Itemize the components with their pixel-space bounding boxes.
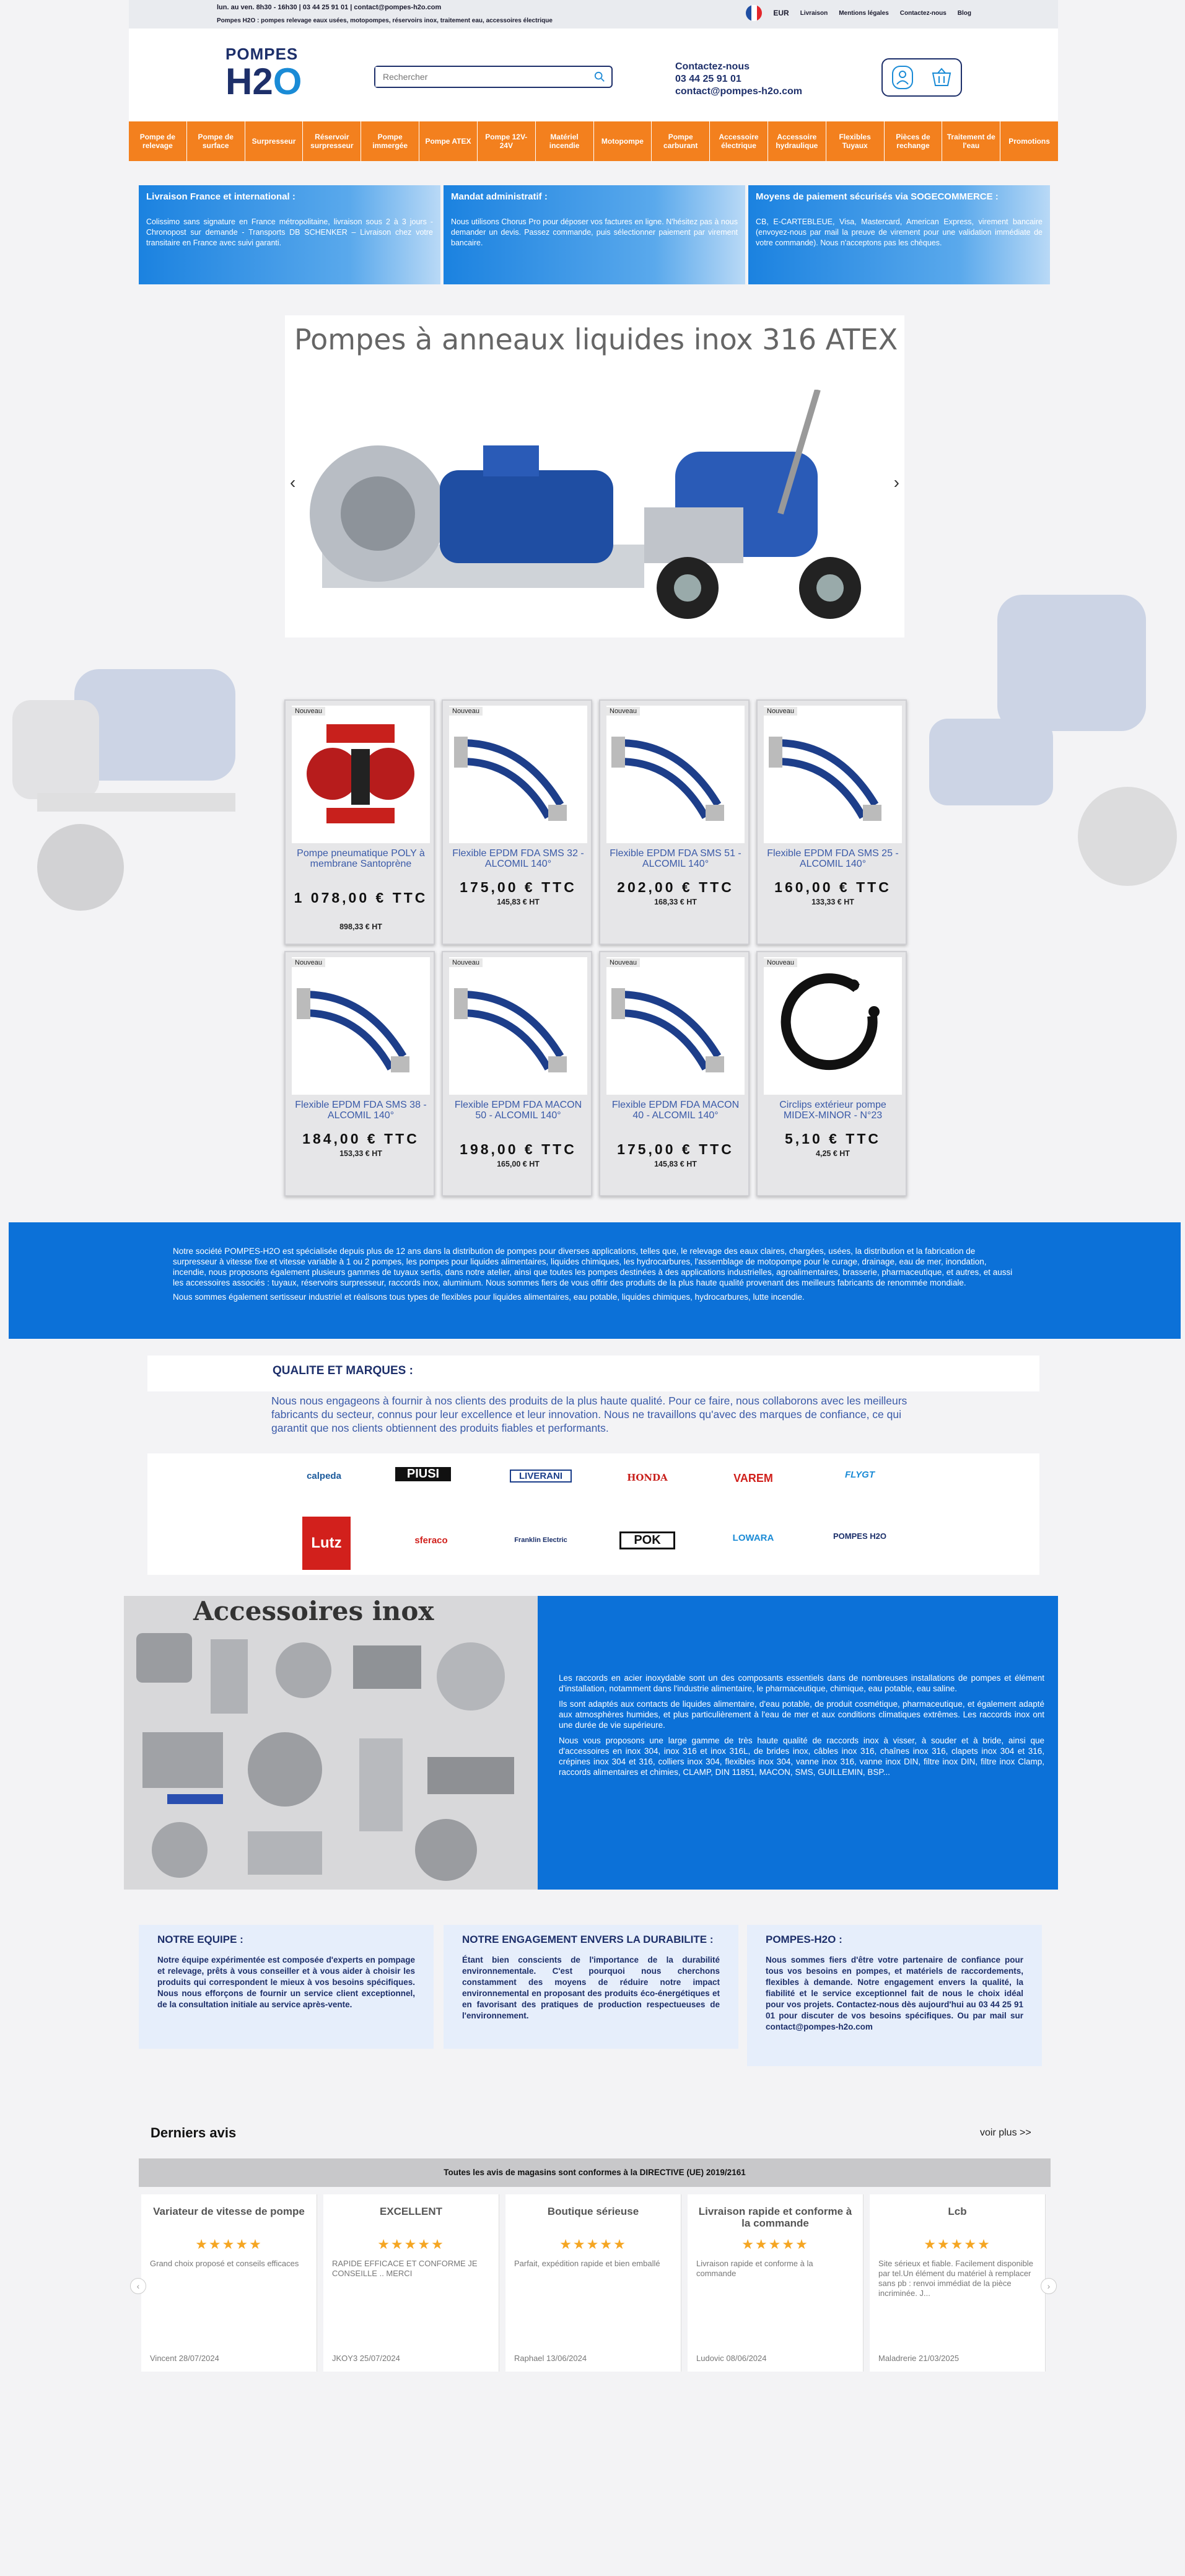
new-badge: Nouveau bbox=[292, 707, 325, 716]
box-durabilite: NOTRE ENGAGEMENT ENVERS LA DURABILITE : Étant bien conscients de l'importance de la durabilité environnementale. C'est pourquoi nous cherchons constamment des moyens de réduire notre impact environnemental en proposant des produits éco-énergétiques et en favorisant des pratiques de production respectueuses de l'environnement. bbox=[444, 1925, 738, 2049]
star-rating-icon: ★★★★★ bbox=[559, 2236, 627, 2252]
product-price: 198,00 € TTC bbox=[460, 1141, 577, 1157]
flexible-hose-icon bbox=[764, 706, 902, 843]
product-price-ht: 145,83 € HT bbox=[654, 1160, 697, 1168]
nav-pieces-rechange[interactable]: Pièces de rechange bbox=[885, 121, 943, 161]
reviews-directive-banner: Toutes les avis de magasins sont conformes à la DIRECTIVE (UE) 2019/2161 bbox=[139, 2158, 1051, 2187]
product-name[interactable]: Flexible EPDM FDA MACON 50 - ALCOMIL 140° bbox=[454, 1100, 582, 1121]
new-badge: Nouveau bbox=[764, 707, 797, 716]
star-rating-icon: ★★★★★ bbox=[924, 2236, 991, 2252]
currency-selector[interactable]: EUR bbox=[773, 9, 789, 17]
brand-logo-calpeda[interactable]: calpeda bbox=[307, 1471, 341, 1481]
box-pompes-h2o: POMPES-H2O : Nous sommes fiers d'être votre partenaire de confiance pour tous vos besoins en pompes, et matériels de raccordements, flexibles à demande. Notre engagement envers la qualité, la fiabilité et le service exceptionnel fait de nous le choix idéal pour vos projets. Contactez-nous dès aujourd'hui au 03 44 25 91 01 pour discuter de vos besoins spécifiques. Ou par mail sur contact@pompes-h2o.com bbox=[747, 1925, 1042, 2066]
product-card[interactable] bbox=[599, 951, 750, 1196]
new-badge: Nouveau bbox=[292, 958, 325, 967]
header-contact: Contactez-nous 03 44 25 91 01 contact@pompes-h2o.com bbox=[675, 61, 802, 97]
accessoires-title: Accessoires inox bbox=[193, 1596, 434, 1626]
product-card[interactable] bbox=[756, 699, 907, 945]
product-price-ht: 153,33 € HT bbox=[339, 1149, 382, 1158]
circlip-icon bbox=[764, 957, 902, 1095]
brand-logo-piusi[interactable]: PIUSI bbox=[395, 1467, 451, 1481]
link-livraison[interactable]: Livraison bbox=[800, 9, 828, 17]
nav-flexibles[interactable]: Flexibles Tuyaux bbox=[826, 121, 885, 161]
flexible-hose-icon bbox=[606, 706, 745, 843]
accessoires-image[interactable] bbox=[124, 1596, 538, 1890]
product-image[interactable] bbox=[606, 957, 745, 1095]
new-badge: Nouveau bbox=[606, 958, 640, 967]
product-name[interactable]: Circlips extérieur pompe MIDEX-MINOR - N°23 bbox=[779, 1100, 886, 1121]
product-price-ht: 145,83 € HT bbox=[497, 898, 540, 906]
link-mentions[interactable]: Mentions légales bbox=[839, 9, 889, 17]
review-card: Boutique sérieuse ★★★★★ Parfait, expédition rapide et bien emballé Raphael 13/06/2024 bbox=[505, 2194, 681, 2372]
product-price: 184,00 € TTC bbox=[302, 1131, 419, 1147]
flexible-hose-icon bbox=[606, 957, 745, 1095]
product-name[interactable]: Flexible EPDM FDA SMS 25 - ALCOMIL 140° bbox=[767, 848, 899, 869]
new-badge: Nouveau bbox=[449, 707, 483, 716]
nav-accessoire-hydraulique[interactable]: Accessoire hydraulique bbox=[768, 121, 826, 161]
search-box bbox=[374, 66, 613, 88]
star-rating-icon: ★★★★★ bbox=[741, 2236, 809, 2252]
brand-logo-pok[interactable]: POK bbox=[619, 1531, 675, 1549]
about-text: Notre société POMPES-H2O est spécialisée depuis plus de 12 ans dans la distribution de pompes pour diverses applications, telles que, le relevage des eaux claires, chargées, usées, la distribution et la fabrication de surpresseur à vitesse fixe et vitesse variable à 1 ou 2 pompes, les pompes pour liquides alimentaires, liquides chimiques, les hydrocarbures, l'assemblage de motopompe pour le curage, drainage, eau de mer, inondation, incendie, nous proposons également plusieurs gammes de tuyaux sertis, dans notre atelier, ainsi que toutes les pompes destinées à des applications industrielles, agroalimentaires, brasserie, pharmaceutique, et autres, et aussi les accessoires associés : tuyaux, réservoirs surpresseur, raccords inox, aluminium. Nous sommes fiers de vous offrir des produits de la plus haute qualité provenant des meilleurs fabricants de renommée mondiale. bbox=[173, 1246, 1013, 1287]
new-badge: Nouveau bbox=[606, 707, 640, 716]
product-image[interactable] bbox=[606, 706, 745, 843]
product-price: 1 078,00 € TTC bbox=[294, 890, 428, 906]
nav-pompe-atex[interactable]: Pompe ATEX bbox=[419, 121, 478, 161]
product-card[interactable] bbox=[284, 699, 435, 945]
search-input[interactable] bbox=[375, 67, 580, 87]
about-section bbox=[9, 1222, 1181, 1339]
review-card: EXCELLENT ★★★★★ RAPIDE EFFICACE ET CONFORME JE CONSEILLE .. MERCI JKOY3 25/07/2024 bbox=[323, 2194, 499, 2372]
product-image[interactable] bbox=[764, 957, 902, 1095]
flexible-hose-icon bbox=[449, 957, 587, 1095]
background-pump-image-right bbox=[904, 545, 1185, 917]
nav-motopompe[interactable]: Motopompe bbox=[594, 121, 652, 161]
product-image[interactable] bbox=[764, 706, 902, 843]
brand-logo-pompes-h2o[interactable]: POMPES H2O bbox=[833, 1531, 886, 1541]
nav-pompe-carburant[interactable]: Pompe carburant bbox=[652, 121, 710, 161]
nav-traitement-eau[interactable]: Traitement de l'eau bbox=[942, 121, 1000, 161]
product-card[interactable] bbox=[284, 951, 435, 1196]
accessoires-text: Les raccords en acier inoxydable sont un des composants essentiels dans de nombreuses installations de pompes et élément d'installation, notamment dans l'industrie alimentaire, le pharmaceutique, chimique, eau potable, eau saline. Ils sont adaptés aux contacts de liquides alimentaire, d'eau potable, de produit cosmétique, pharmaceutique, et également adapté aux atmosphères humides, et plus particulièrement à l'eau de mer et aux conditions climatiques extrêmes. Les raccords inox ont une durée de vie supérieure. Nous vous proposons une large gamme de très haute qualité de raccords inox à visser, à souder et à bride, ainsi que d'accessoires en inox 304, inox 316 et inox 316L, de brides inox, câbles inox 316, chaînes inox 316, clapets inox 304 et 316, crépines inox 304 et 316, colliers inox 304, flexibles inox 304, vanne inox 316, vanne inox DIN, filtre inox DIN, filtre inox Clamp, raccords alimentaires et chimies, CLAMP, DIN 11851, MACON, SMS, GUILLEMIN, BSP... bbox=[559, 1673, 1044, 1777]
product-price-ht: 165,00 € HT bbox=[497, 1160, 540, 1168]
nav-pompe-12v[interactable]: Pompe 12V-24V bbox=[478, 121, 536, 161]
cart-icon[interactable] bbox=[930, 67, 953, 88]
about-text-2: Nous sommes également sertisseur industriel et réalisons tous types de flexibles pour liquides alimentaires, eau potable, liquides chimiques, hydrocarbures, lutte incendie. bbox=[173, 1292, 805, 1302]
product-image[interactable] bbox=[292, 706, 430, 843]
info-mandat: Mandat administratif : Nous utilisons Chorus Pro pour déposer vos factures en ligne. N'hésitez pas à nous demander un devis. Passez commande, puis sélectionner paiement par virement bancaire. bbox=[444, 185, 745, 284]
product-price: 175,00 € TTC bbox=[617, 1141, 734, 1157]
info-paiement: Moyens de paiement sécurisés via SOGECOMMERCE : CB, E-CARTEBLEUE, Visa, Mastercard, American Express, virement bancaire (envoyez-nous par mail la preuve de virement pour une validation immédiate de votre commande). Nous n'acceptons pas les chèques. bbox=[748, 185, 1050, 284]
link-contact[interactable]: Contactez-nous bbox=[899, 9, 947, 17]
review-card: Variateur de vitesse de pompe ★★★★★ Grand choix proposé et conseils efficaces Vincent 28/07/2024 bbox=[141, 2194, 317, 2372]
product-price-ht: 898,33 € HT bbox=[339, 922, 382, 931]
product-name[interactable]: Flexible EPDM FDA SMS 51 - ALCOMIL 140° bbox=[610, 848, 741, 869]
new-badge: Nouveau bbox=[764, 958, 797, 967]
product-name[interactable]: Pompe pneumatique POLY à membrane Santoprène bbox=[297, 848, 425, 869]
quality-text: Nous nous engageons à fournir à nos clients des produits de la plus haute qualité. Pour ce faire, nous collaborons avec les meilleurs fabricants du secteur, connus pour leur excellence et leur innovation. Nous ne travaillons qu'avec des marques de confiance, ce qui garantit que nos clients obtiennent des produits fiables et performants. bbox=[271, 1395, 907, 1434]
slider-prev-arrow[interactable]: ‹ bbox=[290, 473, 296, 492]
product-price-ht: 4,25 € HT bbox=[816, 1149, 850, 1158]
site-tagline: Pompes H2O : pompes relevage eaux usées, motopompes, réservoirs inox, traitement eau, accessoires électrique bbox=[217, 17, 553, 24]
reviews-see-more-link[interactable]: voir plus >> bbox=[980, 2127, 1031, 2138]
product-image[interactable] bbox=[449, 957, 587, 1095]
diaphragm-pump-icon bbox=[292, 706, 430, 843]
nav-materiel-incendie[interactable]: Matériel incendie bbox=[536, 121, 594, 161]
product-price: 5,10 € TTC bbox=[784, 1131, 881, 1147]
header bbox=[129, 28, 1058, 121]
nav-pompe-relevage[interactable]: Pompe de relevage bbox=[129, 121, 187, 161]
brand-logo-liverani[interactable]: LIVERANI bbox=[510, 1470, 572, 1483]
nav-promotions[interactable]: Promotions bbox=[1008, 137, 1050, 146]
star-rating-icon: ★★★★★ bbox=[377, 2236, 445, 2252]
product-price: 175,00 € TTC bbox=[460, 879, 577, 895]
top-links bbox=[746, 5, 971, 21]
brand-logo-franklin[interactable]: Franklin Electric bbox=[514, 1536, 567, 1544]
brand-logos bbox=[147, 1453, 1039, 1575]
brand-logo-sferaco[interactable]: sferaco bbox=[414, 1535, 448, 1546]
product-price: 202,00 € TTC bbox=[617, 879, 734, 895]
product-name[interactable]: Flexible EPDM FDA SMS 32 - ALCOMIL 140° bbox=[452, 848, 584, 869]
brand-logo-honda[interactable]: HONDA bbox=[627, 1472, 668, 1483]
contact-phone[interactable]: 03 44 25 91 01 bbox=[675, 74, 741, 84]
site-logo[interactable]: POMPES H2O bbox=[225, 45, 302, 102]
flexible-hose-icon bbox=[449, 706, 587, 843]
hero-slider[interactable] bbox=[285, 315, 904, 637]
info-livraison: Livraison France et international : Colissimo sans signature en France métropolitaine, livraison sous 2 à 3 jours - Chronopost sur demande - Transports DB SCHENKER – Livraison chez votre transitaire en France avec suivi garanti. bbox=[139, 185, 440, 284]
search-icon[interactable] bbox=[594, 71, 605, 82]
stainless-fittings-image bbox=[124, 1596, 538, 1890]
flexible-hose-icon bbox=[292, 957, 430, 1095]
nav-accessoire-electrique[interactable]: Accessoire électrique bbox=[710, 121, 768, 161]
product-card[interactable] bbox=[442, 951, 592, 1196]
contact-email[interactable]: contact@pompes-h2o.com bbox=[675, 86, 802, 97]
background-pump-image bbox=[0, 607, 273, 954]
nav-surpresseur[interactable]: Surpresseur bbox=[245, 121, 304, 161]
slider-next-arrow[interactable]: › bbox=[893, 473, 899, 492]
nav-reservoir[interactable]: Réservoir surpresseur bbox=[303, 121, 361, 161]
slider-title: Pompes à anneaux liquides inox 316 ATEX bbox=[294, 323, 898, 356]
brand-logo-lowara[interactable]: LOWARA bbox=[732, 1533, 774, 1543]
product-card[interactable] bbox=[442, 699, 592, 945]
review-card: Lcb ★★★★★ Site sérieux et fiable. Facilement disponible par tel.Un élément du matériel à remplacer sans pb : renvoi immédiat de la pièce incriminée. J... Maladrerie 21/03/2025 bbox=[870, 2194, 1046, 2372]
star-rating-icon: ★★★★★ bbox=[195, 2236, 263, 2252]
product-image[interactable] bbox=[292, 957, 430, 1095]
brand-logo-varem[interactable]: VAREM bbox=[733, 1472, 773, 1484]
pump-product-image bbox=[297, 390, 892, 631]
product-card[interactable] bbox=[599, 699, 750, 945]
product-card[interactable] bbox=[756, 951, 907, 1196]
product-price-ht: 168,33 € HT bbox=[654, 898, 697, 906]
product-price-ht: 133,33 € HT bbox=[811, 898, 854, 906]
product-name[interactable]: Flexible EPDM FDA MACON 40 - ALCOMIL 140° bbox=[611, 1100, 740, 1121]
top-bar bbox=[129, 0, 1058, 28]
main-nav bbox=[129, 121, 1058, 161]
opening-hours: lun. au ven. 8h30 - 16h30 | 03 44 25 91 01 | contact@pompes-h2o.com bbox=[217, 4, 442, 11]
box-equipe: NOTRE EQUIPE : Notre équipe expérimentée est composée d'experts en pompage et relevage, prêts à vous conseiller et à vous aider à choisir les produits qui correspondent le mieux à vos besoins spécifiques. Nous nous efforçons de fournir un service client exceptionnel, de la consultation initiale au service après-vente. bbox=[139, 1925, 434, 2049]
new-badge: Nouveau bbox=[449, 958, 483, 967]
product-price: 160,00 € TTC bbox=[774, 879, 891, 895]
reviews-next-icon[interactable]: › bbox=[1041, 2278, 1057, 2294]
reviews-title: Derniers avis bbox=[151, 2125, 237, 2140]
quality-title: QUALITE ET MARQUES : bbox=[273, 1364, 413, 1377]
review-card: Livraison rapide et conforme à la commande ★★★★★ Livraison rapide et conforme à la commande Ludovic 08/06/2024 bbox=[688, 2194, 864, 2372]
reviews-prev-icon[interactable]: ‹ bbox=[130, 2278, 146, 2294]
product-image[interactable] bbox=[449, 706, 587, 843]
nav-pompe-surface[interactable]: Pompe de surface bbox=[187, 121, 245, 161]
brand-logo-lutz[interactable]: Lutz bbox=[302, 1517, 351, 1570]
header-icons bbox=[881, 58, 962, 97]
nav-pompe-immergee[interactable]: Pompe immergée bbox=[361, 121, 419, 161]
french-flag-icon[interactable] bbox=[746, 5, 762, 21]
user-account-icon[interactable] bbox=[891, 65, 914, 90]
quality-header bbox=[147, 1356, 1039, 1391]
link-blog[interactable]: Blog bbox=[957, 9, 971, 17]
brand-logo-flygt[interactable]: FLYGT bbox=[844, 1470, 875, 1480]
product-name[interactable]: Flexible EPDM FDA SMS 38 - ALCOMIL 140° bbox=[295, 1100, 427, 1121]
